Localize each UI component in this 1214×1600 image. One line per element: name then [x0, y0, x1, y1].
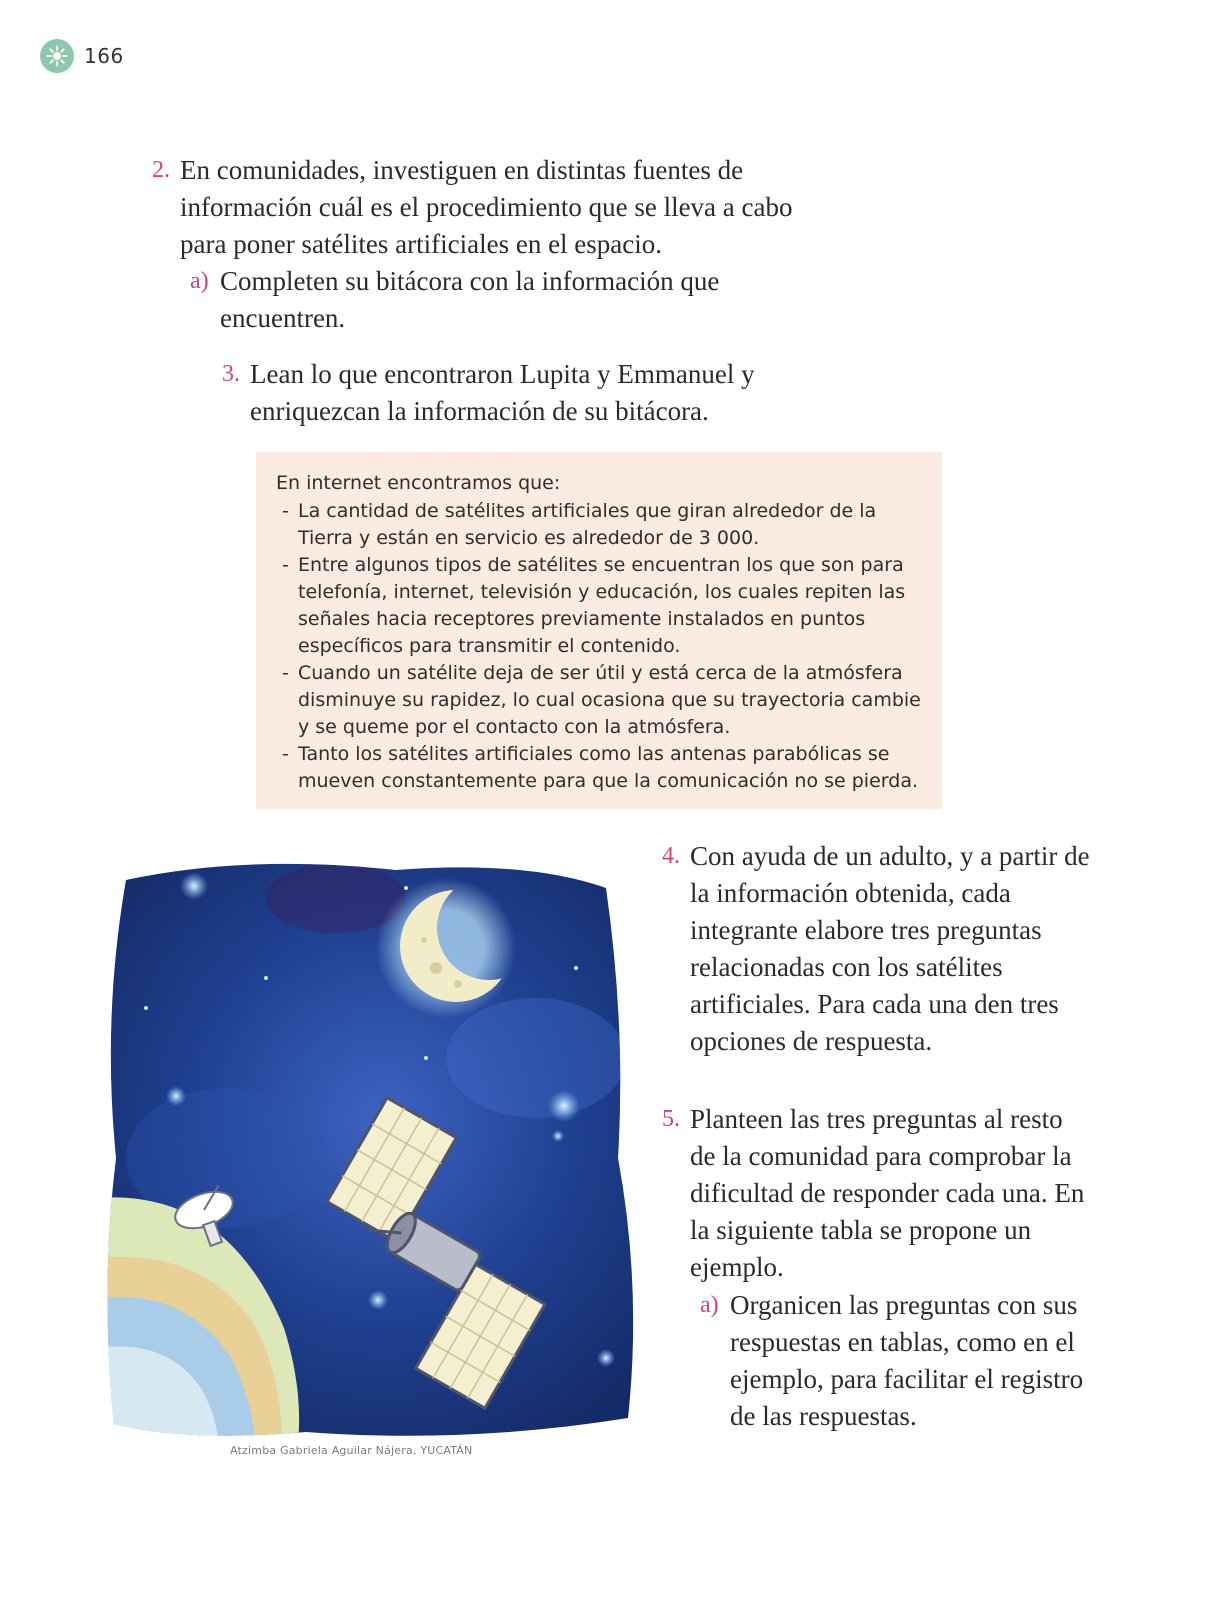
- research-note-box: [256, 452, 942, 809]
- item-number: 5.: [662, 1106, 680, 1132]
- activity-item-3: [222, 356, 810, 430]
- item-text: Lean lo que encontraron Lupita y Emmanuel y enriquezcan la información de su bitácora.: [250, 359, 755, 426]
- item-number: 3.: [222, 361, 240, 387]
- sub-item-text: Organicen las preguntas con sus respuestas en tablas, como en el ejemplo, para facilitar el registro de las respuestas.: [730, 1290, 1084, 1431]
- activity-item-5a: [700, 1287, 1110, 1435]
- satellite-illustration: [106, 858, 660, 1440]
- activity-item-4: [662, 838, 1090, 1060]
- activity-item-5: [662, 1101, 1090, 1286]
- note-bullet: - La cantidad de satélites artificiales que giran alrededor de la Tierra y están en servicio es alrededor de 3 000.: [276, 498, 922, 552]
- section-badge: [40, 39, 74, 73]
- sub-item-label: a): [190, 268, 209, 294]
- item-number: 4.: [662, 843, 680, 869]
- credit-place: YUCATÁN: [420, 1444, 473, 1457]
- credit-name: Atzimba Gabriela Aguilar Nájera,: [230, 1444, 417, 1457]
- note-bullet: - Cuando un satélite deja de ser útil y está cerca de la atmósfera disminuye su rapidez, lo cual ocasiona que su trayectoria cambie y se queme por el contacto con la atmósfera.: [276, 660, 922, 741]
- note-bullet: - Tanto los satélites artificiales como las antenas parabólicas se mueven constantemente para que la comunicación no se pierda.: [276, 741, 922, 795]
- item-text: Planteen las tres preguntas al resto de la comunidad para comprobar la dificultad de responder cada una. En la siguiente tabla se propone un ejemplo.: [690, 1104, 1085, 1282]
- note-list: [276, 498, 922, 795]
- note-bullet: - Entre algunos tipos de satélites se encuentran los que son para telefonía, internet, televisión y educación, los cuales repiten las señales hacia receptores previamente instalados en puntos específicos para transmitir el contenido.: [276, 552, 922, 660]
- activity-item-2: [152, 152, 820, 263]
- item-text: En comunidades, investiguen en distintas fuentes de información cuál es el procedimiento que se lleva a cabo para poner satélites artificiales en el espacio.: [180, 155, 793, 259]
- note-intro: En internet encontramos que:: [276, 472, 561, 494]
- sparkle-icon: [46, 45, 68, 67]
- page-header: [40, 38, 124, 74]
- item-text: Con ayuda de un adulto, y a partir de la información obtenida, cada integrante elabore tres preguntas relacionadas con los satélites artificiales. Para cada una den tres opciones de respuesta.: [690, 841, 1090, 1056]
- activity-item-2a: [190, 263, 780, 337]
- illustration-credit: [230, 1444, 472, 1457]
- sub-item-text: Completen su bitácora con la información que encuentren.: [220, 266, 720, 333]
- sub-item-label: a): [700, 1292, 719, 1318]
- page-number: 166: [84, 44, 124, 68]
- item-number: 2.: [152, 157, 170, 183]
